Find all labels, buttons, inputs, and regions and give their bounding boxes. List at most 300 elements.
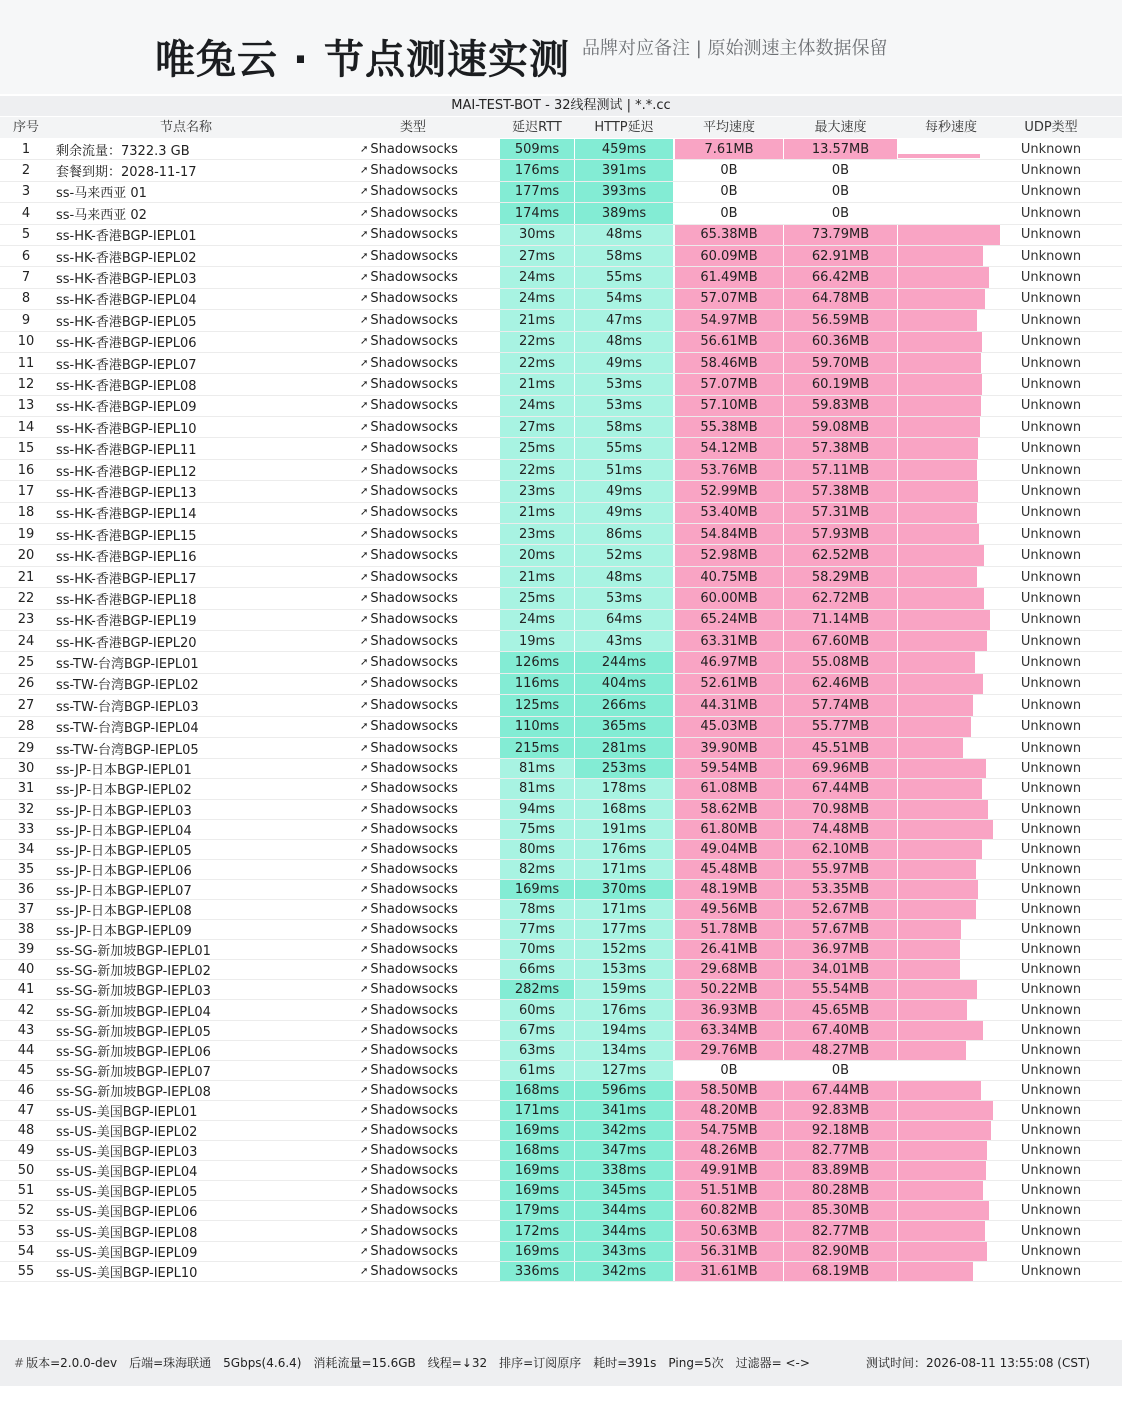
- col-type: 类型: [399, 120, 426, 135]
- node-type-label: Shadowsocks: [370, 1082, 458, 1098]
- node-type: [360, 1201, 498, 1220]
- max-speed-cell: 36.97MB: [784, 940, 897, 959]
- rtt-cell: 215ms: [500, 738, 574, 758]
- paper-plane-icon: ➚: [360, 464, 369, 476]
- udp-type-cell: Unknown: [1020, 248, 1082, 264]
- per-second-speed-cell: [898, 631, 1000, 651]
- paper-plane-icon: ➚: [360, 1004, 369, 1016]
- per-second-speed-bar: [898, 717, 971, 737]
- table-row: [0, 960, 1122, 980]
- per-second-speed-bar: [898, 374, 982, 394]
- per-second-speed-cell: [898, 1201, 1000, 1220]
- col-http: HTTP延迟: [594, 120, 654, 135]
- paper-plane-icon: ➚: [360, 763, 369, 775]
- udp-type-cell: Unknown: [1020, 1082, 1082, 1098]
- row-index: 22: [17, 590, 35, 606]
- per-second-speed-cell: [898, 610, 1000, 630]
- udp-type-cell: Unknown: [1020, 355, 1082, 371]
- rtt-cell: 110ms: [500, 717, 574, 737]
- per-second-speed-bar: [898, 310, 977, 330]
- paper-plane-icon: ➚: [360, 964, 369, 976]
- node-type: [360, 310, 498, 330]
- rtt-cell: 168ms: [500, 1081, 574, 1100]
- per-second-speed-cell: [898, 1141, 1000, 1160]
- max-speed-cell: 60.36MB: [784, 332, 897, 352]
- rtt-cell: 177ms: [500, 182, 574, 202]
- paper-plane-icon: ➚: [360, 742, 369, 754]
- udp-type-cell: Unknown: [1020, 821, 1082, 837]
- row-index: 9: [21, 312, 31, 328]
- row-index: 49: [17, 1143, 35, 1159]
- max-speed-cell: 57.11MB: [784, 460, 897, 480]
- per-second-speed-cell: [898, 920, 1000, 939]
- table-row: [0, 1041, 1122, 1061]
- node-name: 剩余流量：7322.3 GB: [56, 143, 190, 159]
- per-second-speed-cell: [898, 396, 1000, 416]
- udp-type-cell: Unknown: [1020, 902, 1082, 918]
- table-row: [0, 1121, 1122, 1141]
- udp-type-cell: Unknown: [1020, 419, 1082, 435]
- node-name: ss-马来西亚 02: [56, 207, 147, 223]
- table-row: [0, 481, 1122, 502]
- http-latency-cell: 49ms: [575, 503, 673, 523]
- udp-type-cell: Unknown: [1020, 841, 1082, 857]
- node-type-label: Shadowsocks: [370, 841, 458, 857]
- node-type: [360, 1221, 498, 1240]
- table-row: [0, 289, 1122, 310]
- row-index: 20: [17, 548, 35, 564]
- paper-plane-icon: ➚: [360, 678, 369, 690]
- rtt-cell: 282ms: [500, 980, 574, 999]
- table-row: [0, 674, 1122, 695]
- row-index: 13: [17, 398, 35, 414]
- avg-speed-cell: 60.00MB: [675, 588, 783, 608]
- paper-plane-icon: ➚: [360, 1104, 369, 1116]
- paper-plane-icon: ➚: [360, 1084, 369, 1096]
- node-type: [360, 545, 498, 565]
- row-index: 12: [17, 376, 35, 392]
- table-row: [0, 503, 1122, 524]
- rtt-cell: 172ms: [500, 1221, 574, 1240]
- row-index: 44: [17, 1042, 35, 1058]
- node-name: ss-US-美国BGP-IEPL02: [56, 1125, 198, 1141]
- row-index: 43: [17, 1022, 35, 1038]
- rtt-cell: 60ms: [500, 1000, 574, 1019]
- per-second-speed-bar: [898, 545, 984, 565]
- udp-type-cell: Unknown: [1020, 291, 1082, 307]
- node-type: [360, 631, 498, 651]
- row-index: 54: [17, 1243, 35, 1259]
- per-second-speed-bar: [898, 1081, 981, 1100]
- max-speed-cell: 62.46MB: [784, 674, 897, 694]
- per-second-speed-bar: [898, 674, 983, 694]
- node-name: ss-JP-日本BGP-IEPL06: [56, 863, 192, 879]
- table-row: [0, 1221, 1122, 1241]
- row-index: 1: [21, 141, 31, 157]
- udp-type-cell: Unknown: [1020, 398, 1082, 414]
- per-second-speed-bar: [898, 840, 982, 859]
- avg-speed-cell: 50.22MB: [675, 980, 783, 999]
- http-latency-cell: 191ms: [575, 820, 673, 839]
- footer-params: [14, 1340, 810, 1386]
- node-name: ss-JP-日本BGP-IEPL03: [56, 803, 192, 819]
- table-row: [0, 695, 1122, 716]
- avg-speed-cell: 54.84MB: [675, 524, 783, 544]
- rtt-cell: 78ms: [500, 900, 574, 919]
- col-rtt: 延迟RTT: [512, 120, 562, 135]
- udp-type-cell: Unknown: [1020, 881, 1082, 897]
- node-type-label: Shadowsocks: [370, 419, 458, 435]
- udp-type-cell: Unknown: [1020, 1102, 1082, 1118]
- node-type-label: Shadowsocks: [370, 227, 458, 243]
- per-second-speed-cell: [898, 310, 1000, 330]
- node-type: [360, 481, 498, 501]
- udp-type-cell: Unknown: [1020, 1143, 1082, 1159]
- per-second-speed-bar: [898, 246, 983, 266]
- node-type: [360, 860, 498, 879]
- node-name: ss-HK-香港BGP-IEPL20: [56, 635, 197, 651]
- paper-plane-icon: ➚: [360, 614, 369, 626]
- max-speed-cell: 55.97MB: [784, 860, 897, 879]
- node-type: [360, 1161, 498, 1180]
- paper-plane-icon: ➚: [360, 1265, 369, 1277]
- max-speed-cell: 82.90MB: [784, 1242, 897, 1261]
- http-latency-cell: 342ms: [575, 1262, 673, 1281]
- avg-speed-cell: 26.41MB: [675, 940, 783, 959]
- udp-type-cell: Unknown: [1020, 548, 1082, 564]
- per-second-speed-bar: [898, 417, 980, 437]
- node-name: ss-JP-日本BGP-IEPL07: [56, 883, 192, 899]
- paper-plane-icon: ➚: [360, 314, 369, 326]
- udp-type-cell: Unknown: [1020, 781, 1082, 797]
- table-row: [0, 438, 1122, 459]
- paper-plane-icon: ➚: [360, 657, 369, 669]
- udp-type-cell: Unknown: [1020, 676, 1082, 692]
- node-type: [360, 920, 498, 939]
- paper-plane-icon: ➚: [360, 1185, 369, 1197]
- paper-plane-icon: ➚: [360, 1064, 369, 1076]
- max-speed-cell: 62.52MB: [784, 545, 897, 565]
- per-second-speed-cell: [898, 1262, 1000, 1281]
- node-type: [360, 980, 498, 999]
- node-type-label: Shadowsocks: [370, 962, 458, 978]
- node-name: ss-HK-香港BGP-IEPL05: [56, 314, 197, 330]
- node-name: ss-HK-香港BGP-IEPL12: [56, 464, 197, 480]
- table-row: [0, 567, 1122, 588]
- paper-plane-icon: ➚: [360, 843, 369, 855]
- node-type-label: Shadowsocks: [370, 141, 458, 157]
- table-row: [0, 374, 1122, 395]
- table-header: [0, 117, 1122, 138]
- paper-plane-icon: ➚: [360, 336, 369, 348]
- node-type: [360, 1181, 498, 1200]
- udp-type-cell: Unknown: [1020, 376, 1082, 392]
- per-second-speed-cell: [898, 460, 1000, 480]
- row-index: 8: [21, 291, 31, 307]
- udp-type-cell: Unknown: [1020, 697, 1082, 713]
- node-name: ss-TW-台湾BGP-IEPL01: [56, 657, 199, 673]
- col-name: 节点名称: [159, 120, 212, 135]
- max-speed-cell: 45.51MB: [784, 738, 897, 758]
- node-type: [360, 940, 498, 959]
- table-row: [0, 1000, 1122, 1020]
- rtt-cell: 63ms: [500, 1041, 574, 1060]
- paper-plane-icon: ➚: [360, 143, 369, 155]
- node-name: ss-TW-台湾BGP-IEPL04: [56, 721, 199, 737]
- avg-speed-cell: 45.03MB: [675, 717, 783, 737]
- row-index: 10: [17, 334, 35, 350]
- http-latency-cell: 338ms: [575, 1161, 673, 1180]
- node-type: [360, 353, 498, 373]
- http-latency-cell: 389ms: [575, 203, 673, 223]
- node-name: ss-JP-日本BGP-IEPL04: [56, 823, 192, 839]
- rtt-cell: 80ms: [500, 840, 574, 859]
- node-name: ss-HK-香港BGP-IEPL03: [56, 272, 197, 288]
- per-second-speed-bar: [898, 396, 981, 416]
- avg-speed-cell: 50.63MB: [675, 1221, 783, 1240]
- node-type-label: Shadowsocks: [370, 1223, 458, 1239]
- rtt-cell: 179ms: [500, 1201, 574, 1220]
- udp-type-cell: Unknown: [1020, 761, 1082, 777]
- http-latency-cell: 266ms: [575, 695, 673, 715]
- paper-plane-icon: ➚: [360, 783, 369, 795]
- udp-type-cell: Unknown: [1020, 312, 1082, 328]
- per-second-speed-cell: [898, 1242, 1000, 1261]
- table-row: [0, 160, 1122, 181]
- node-name: ss-HK-香港BGP-IEPL17: [56, 571, 197, 587]
- node-type: [360, 460, 498, 480]
- max-speed-cell: 53.35MB: [784, 880, 897, 899]
- rtt-cell: 126ms: [500, 652, 574, 672]
- avg-speed-cell: 65.38MB: [675, 225, 783, 245]
- rtt-cell: 21ms: [500, 374, 574, 394]
- rtt-cell: 75ms: [500, 820, 574, 839]
- node-name: ss-JP-日本BGP-IEPL02: [56, 783, 192, 799]
- avg-speed-cell: 54.12MB: [675, 438, 783, 458]
- http-latency-cell: 596ms: [575, 1081, 673, 1100]
- node-type-label: Shadowsocks: [370, 1022, 458, 1038]
- node-name: ss-SG-新加坡BGP-IEPL04: [56, 1004, 211, 1020]
- paper-plane-icon: ➚: [360, 721, 369, 733]
- table-row: [0, 1061, 1122, 1081]
- per-second-speed-bar: [898, 1000, 967, 1019]
- table-row: [0, 524, 1122, 545]
- avg-speed-cell: 51.51MB: [675, 1181, 783, 1200]
- per-second-speed-cell: [898, 374, 1000, 394]
- row-index: 34: [17, 841, 35, 857]
- row-index: 30: [17, 761, 35, 777]
- row-index: 53: [17, 1223, 35, 1239]
- per-second-speed-cell: [898, 246, 1000, 266]
- node-type-label: Shadowsocks: [370, 248, 458, 264]
- per-second-speed-cell: [898, 940, 1000, 959]
- per-second-speed-cell: [898, 779, 1000, 798]
- node-name: ss-HK-香港BGP-IEPL02: [56, 250, 197, 266]
- node-type-label: Shadowsocks: [370, 612, 458, 628]
- node-name: ss-HK-香港BGP-IEPL06: [56, 336, 197, 352]
- avg-speed-cell: 40.75MB: [675, 567, 783, 587]
- udp-type-cell: Unknown: [1020, 1203, 1082, 1219]
- udp-type-cell: Unknown: [1020, 141, 1082, 157]
- avg-speed-cell: 0B: [720, 163, 738, 179]
- table-row: [0, 139, 1122, 160]
- node-type: [360, 674, 498, 694]
- udp-type-cell: Unknown: [1020, 334, 1082, 350]
- per-second-speed-bar: [898, 1221, 985, 1240]
- per-second-speed-cell: [898, 1021, 1000, 1040]
- max-speed-cell: 85.30MB: [784, 1201, 897, 1220]
- max-speed-cell: 45.65MB: [784, 1000, 897, 1019]
- max-speed-cell: 67.60MB: [784, 631, 897, 651]
- node-type-label: Shadowsocks: [370, 548, 458, 564]
- table-row: [0, 246, 1122, 267]
- node-name: ss-SG-新加坡BGP-IEPL07: [56, 1064, 211, 1080]
- max-speed-cell: 67.40MB: [784, 1021, 897, 1040]
- udp-type-cell: Unknown: [1020, 962, 1082, 978]
- per-second-speed-bar: [898, 460, 977, 480]
- avg-speed-cell: 39.90MB: [675, 738, 783, 758]
- max-speed-cell: 57.31MB: [784, 503, 897, 523]
- per-second-speed-bar: [898, 880, 978, 899]
- row-index: 38: [17, 922, 35, 938]
- per-second-speed-bar: [898, 1121, 991, 1140]
- per-second-speed-cell: [898, 674, 1000, 694]
- table-row: [0, 840, 1122, 860]
- node-type: [360, 417, 498, 437]
- per-second-speed-bar: [898, 1041, 966, 1060]
- report-header: [0, 0, 1122, 94]
- per-second-speed-bar: [898, 900, 976, 919]
- col-max: 最大速度: [814, 120, 867, 135]
- per-second-speed-bar: [898, 1141, 987, 1160]
- max-speed-cell: 62.72MB: [784, 588, 897, 608]
- avg-speed-cell: 44.31MB: [675, 695, 783, 715]
- http-latency-cell: 49ms: [575, 481, 673, 501]
- node-name: ss-HK-香港BGP-IEPL15: [56, 528, 197, 544]
- row-index: 15: [17, 441, 35, 457]
- node-type-label: Shadowsocks: [370, 334, 458, 350]
- paper-plane-icon: ➚: [360, 443, 369, 455]
- node-type-label: Shadowsocks: [370, 163, 458, 179]
- per-second-speed-cell: [898, 289, 1000, 309]
- max-speed-cell: 57.74MB: [784, 695, 897, 715]
- max-speed-cell: 74.48MB: [784, 820, 897, 839]
- node-type: [360, 1081, 498, 1100]
- paper-plane-icon: ➚: [360, 984, 369, 996]
- max-speed-cell: 68.19MB: [784, 1262, 897, 1281]
- http-latency-cell: 365ms: [575, 717, 673, 737]
- node-name: ss-TW-台湾BGP-IEPL02: [56, 678, 199, 694]
- per-second-speed-bar: [898, 567, 977, 587]
- per-second-speed-bar: [898, 332, 982, 352]
- http-latency-cell: 344ms: [575, 1221, 673, 1240]
- node-type-label: Shadowsocks: [370, 881, 458, 897]
- row-index: 55: [17, 1263, 35, 1279]
- avg-speed-cell: 31.61MB: [675, 1262, 783, 1281]
- node-type: [360, 1041, 498, 1060]
- avg-speed-cell: 51.78MB: [675, 920, 783, 939]
- http-latency-cell: 58ms: [575, 246, 673, 266]
- paper-plane-icon: ➚: [360, 378, 369, 390]
- avg-speed-cell: 49.04MB: [675, 840, 783, 859]
- node-type-label: Shadowsocks: [370, 942, 458, 958]
- paper-plane-icon: ➚: [360, 1225, 369, 1237]
- per-second-speed-cell: [898, 1221, 1000, 1240]
- paper-plane-icon: ➚: [360, 550, 369, 562]
- node-type: [360, 800, 498, 819]
- per-second-speed-cell: [898, 800, 1000, 819]
- row-index: 50: [17, 1163, 35, 1179]
- per-second-speed-cell: [898, 820, 1000, 839]
- paper-plane-icon: ➚: [360, 1205, 369, 1217]
- row-index: 32: [17, 801, 35, 817]
- node-type-label: Shadowsocks: [370, 376, 458, 392]
- max-speed-cell: 80.28MB: [784, 1181, 897, 1200]
- avg-speed-cell: 61.80MB: [675, 820, 783, 839]
- per-second-speed-bar: [898, 1021, 983, 1040]
- avg-speed-cell: 55.38MB: [675, 417, 783, 437]
- node-type-label: Shadowsocks: [370, 184, 458, 200]
- paper-plane-icon: ➚: [360, 229, 369, 241]
- node-name: ss-SG-新加坡BGP-IEPL02: [56, 964, 211, 980]
- node-type: [360, 960, 498, 979]
- node-type-label: Shadowsocks: [370, 312, 458, 328]
- node-name: ss-US-美国BGP-IEPL06: [56, 1205, 198, 1221]
- node-name: ss-马来西亚 01: [56, 186, 147, 202]
- table-row: [0, 1021, 1122, 1041]
- http-latency-cell: 178ms: [575, 779, 673, 798]
- per-second-speed-bar: [898, 289, 985, 309]
- node-type-label: Shadowsocks: [370, 1062, 458, 1078]
- per-second-speed-bar: [898, 1181, 983, 1200]
- paper-plane-icon: ➚: [360, 1245, 369, 1257]
- max-speed-cell: 92.18MB: [784, 1121, 897, 1140]
- row-index: 39: [17, 942, 35, 958]
- avg-speed-cell: 0B: [720, 1062, 738, 1078]
- max-speed-cell: 55.54MB: [784, 980, 897, 999]
- table-row: [0, 1181, 1122, 1201]
- http-latency-cell: 244ms: [575, 652, 673, 672]
- per-second-speed-cell: [898, 481, 1000, 501]
- http-latency-cell: 64ms: [575, 610, 673, 630]
- http-latency-cell: 343ms: [575, 1242, 673, 1261]
- table-row: [0, 717, 1122, 738]
- rtt-cell: 66ms: [500, 960, 574, 979]
- rtt-cell: 94ms: [500, 800, 574, 819]
- node-type: [360, 396, 498, 416]
- node-type-label: Shadowsocks: [370, 1203, 458, 1219]
- node-name: ss-SG-新加坡BGP-IEPL08: [56, 1084, 211, 1100]
- http-latency-cell: 52ms: [575, 545, 673, 565]
- paper-plane-icon: ➚: [360, 699, 369, 711]
- max-speed-cell: 55.08MB: [784, 652, 897, 672]
- row-index: 2: [21, 163, 31, 179]
- avg-speed-cell: 29.76MB: [675, 1041, 783, 1060]
- max-speed-cell: 69.96MB: [784, 759, 897, 778]
- table-row: [0, 900, 1122, 920]
- per-second-speed-cell: [898, 695, 1000, 715]
- node-type-label: Shadowsocks: [370, 398, 458, 414]
- http-latency-cell: 43ms: [575, 631, 673, 651]
- per-second-speed-bar: [898, 920, 961, 939]
- row-index: 47: [17, 1102, 35, 1118]
- avg-speed-cell: 63.34MB: [675, 1021, 783, 1040]
- http-latency-cell: 344ms: [575, 1201, 673, 1220]
- node-name: ss-JP-日本BGP-IEPL05: [56, 843, 192, 859]
- table-row: [0, 545, 1122, 566]
- avg-speed-cell: 48.20MB: [675, 1101, 783, 1120]
- http-latency-cell: 393ms: [575, 182, 673, 202]
